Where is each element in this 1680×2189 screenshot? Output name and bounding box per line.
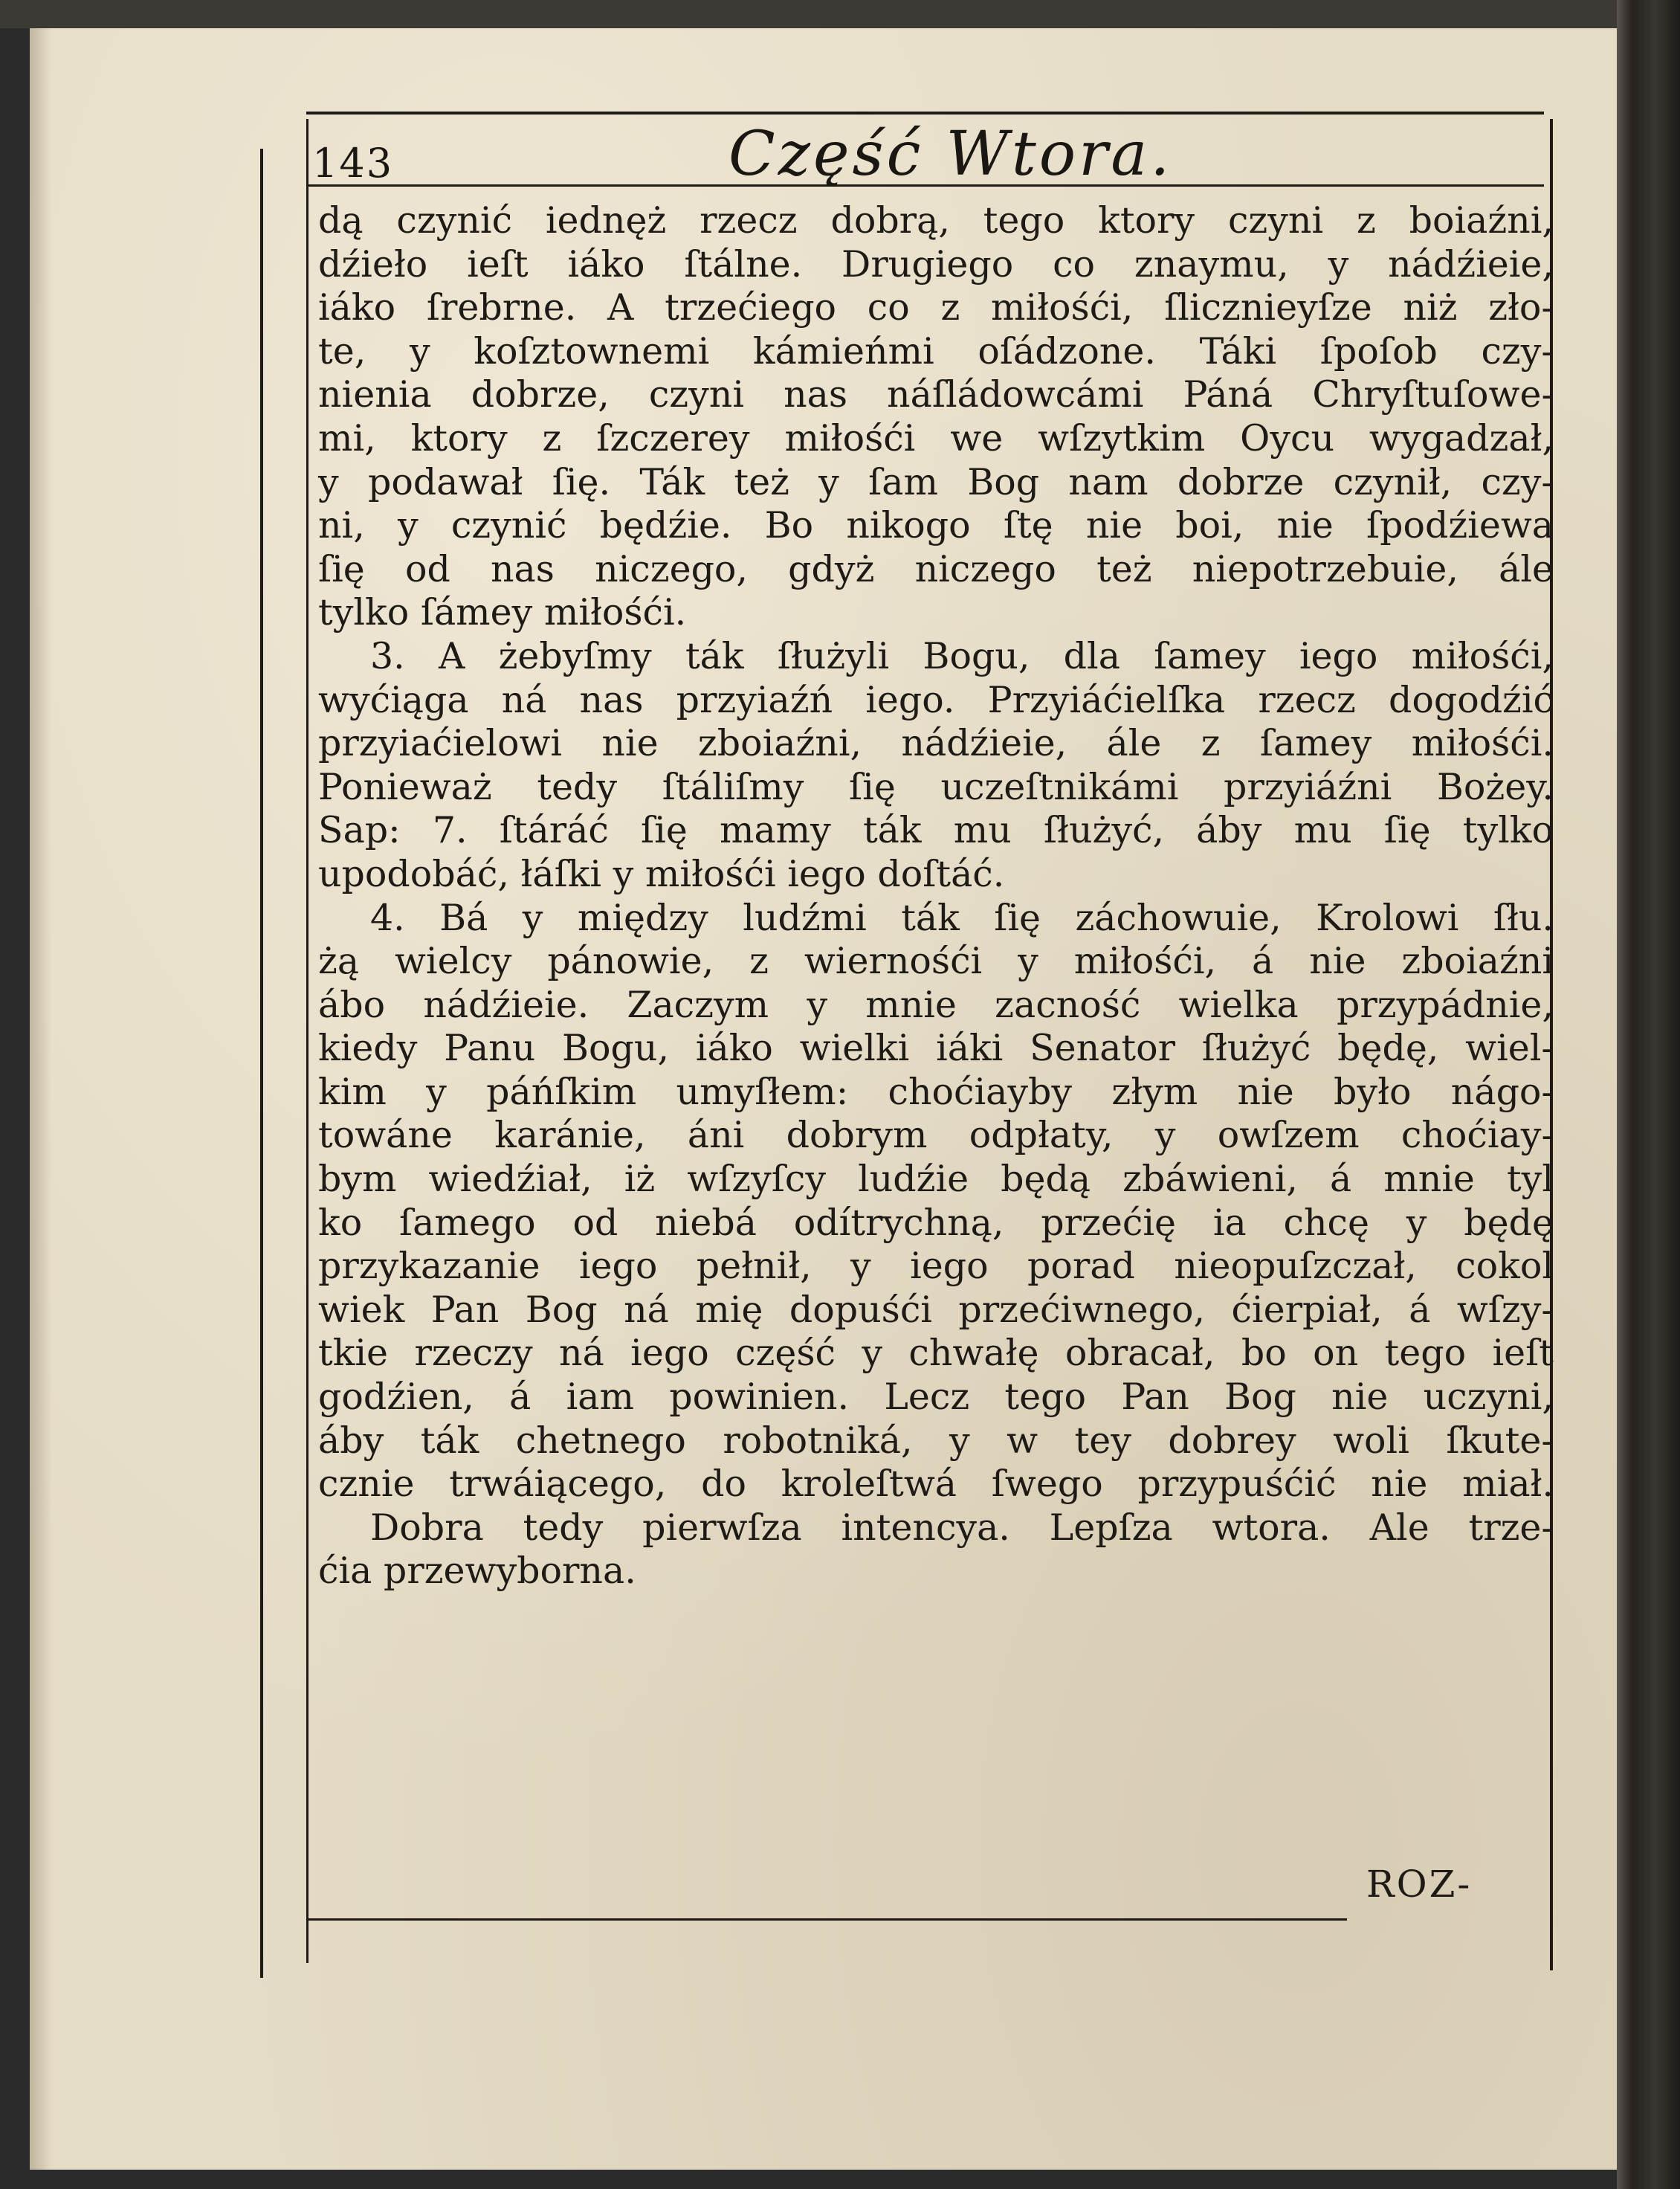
paragraph-3-start: 3. A żebyſmy ták ſłużyli Bogu, dla ſamey iego miłośći,	[370, 634, 1554, 677]
top-rule	[306, 112, 1544, 115]
text-line: ko ſamego od niebá odítrychną, przećię ia chcę y będę	[318, 1201, 1554, 1244]
text-line: iáko ſrebrne. A trzećiego co z miłośći, ſlicznieyſze niż zło-	[318, 286, 1554, 329]
text-line: upodobáć, łáſki y miłośći iego doſtáć.	[318, 852, 1005, 895]
text-line: Sap: 7. ſtáráć ſię mamy ták mu ſłużyć, áby mu ſię tylko	[318, 809, 1554, 852]
text-line: mi, ktory z ſzczerey miłośći we wſzytkim Oycu wygadzał,	[318, 416, 1554, 460]
text-line: ćia przewyborna.	[318, 1550, 636, 1593]
outer-left-rule	[260, 149, 263, 1978]
text-line: przyiaćielowi nie zboiaźni, nádźieie, ále z ſamey miłośći.	[318, 722, 1554, 765]
text-line: ſię od nas niczego, gdyż niczego też niepotrzebuie, ále	[318, 547, 1554, 590]
page-number: 143	[312, 140, 394, 187]
text-line: wyćiąga ná nas przyiaźń iego. Przyiáćielſka rzecz dogodźić	[318, 678, 1554, 721]
text-line: ábo nádźieie. Zaczym y mnie zacność wielka przypádnie,	[318, 983, 1554, 1026]
body-text	[318, 199, 1554, 1593]
paragraph-5-start: Dobra tedy pierwſza intencya. Lepſza wtora. Ale trze-	[370, 1506, 1554, 1549]
bottom-rule	[306, 1918, 1347, 1921]
paragraph-4-start: 4. Bá y między ludźmi ták ſię záchowuie, Krolowi ſłu.	[370, 896, 1554, 939]
text-line: żą wielcy pánowie, z wiernośći y miłośći, á nie zboiaźni	[318, 940, 1554, 983]
text-line: nienia dobrze, czyni nas náſládowcámi Páná Chryſtuſowe-	[318, 373, 1554, 416]
text-line: Ponieważ tedy ſtáliſmy ſię uczeſtnikámi przyiáźni Bożey.	[318, 765, 1554, 808]
text-line: ni, y czynić będźie. Bo nikogo ſtę nie boi, nie ſpodźiewa	[318, 504, 1554, 547]
text-line: kim y páńſkim umyſłem: choćiayby złym nie było nágo-	[318, 1070, 1554, 1113]
catchword: ROZ-	[1366, 1863, 1473, 1906]
text-line: bym wiedźiał, iż wſzyſcy ludźie będą zbáwieni, á mnie tyl	[318, 1158, 1554, 1201]
text-line: tkie rzeczy ná iego część y chwałę obracał, bo on tego ieſt	[318, 1332, 1554, 1375]
scan-background-top	[0, 0, 1635, 28]
text-line: cznie trwáiącego, do kroleſtwá ſwego przypuśćić nie miał.	[318, 1463, 1554, 1506]
text-line: wiek Pan Bog ná mię dopuśći przećiwnego, ćierpiał, á wſzy-	[318, 1288, 1554, 1331]
text-line: kiedy Panu Bogu, iáko wielki iáki Senator ſłużyć będę, wiel-	[318, 1027, 1554, 1070]
running-title: Część Wtora.	[728, 119, 1173, 190]
page-edge-shadow	[30, 28, 52, 2170]
text-line: y podawał ſię. Ták też y ſam Bog nam dobrze czynił, czy-	[318, 460, 1554, 503]
scan-background-gutter	[1617, 0, 1680, 2189]
text-line: dźieło ieſt iáko ſtálne. Drugiego co znaymu, y nádźieie,	[318, 242, 1554, 286]
text-line: te, y koſztownemi kámieńmi oſádzone. Táki ſpoſob czy-	[318, 329, 1554, 373]
inner-left-rule	[306, 119, 308, 1963]
text-line: godźien, á iam powinien. Lecz tego Pan Bog nie uczyni,	[318, 1376, 1554, 1419]
text-line: tylko ſámey miłośći.	[318, 591, 687, 634]
text-line: towáne karánie, áni dobrym odpłaty, y owſzem choćiay-	[318, 1114, 1554, 1157]
text-line: dą czynić iednęż rzecz dobrą, tego ktory czyni z boiaźni,	[318, 199, 1554, 242]
text-line: przykazanie iego pełnił, y iego porad nieopuſzczał, cokol	[318, 1245, 1554, 1288]
text-line: áby ták chetnego robotniká, y w tey dobrey woli ſkute-	[318, 1419, 1554, 1462]
